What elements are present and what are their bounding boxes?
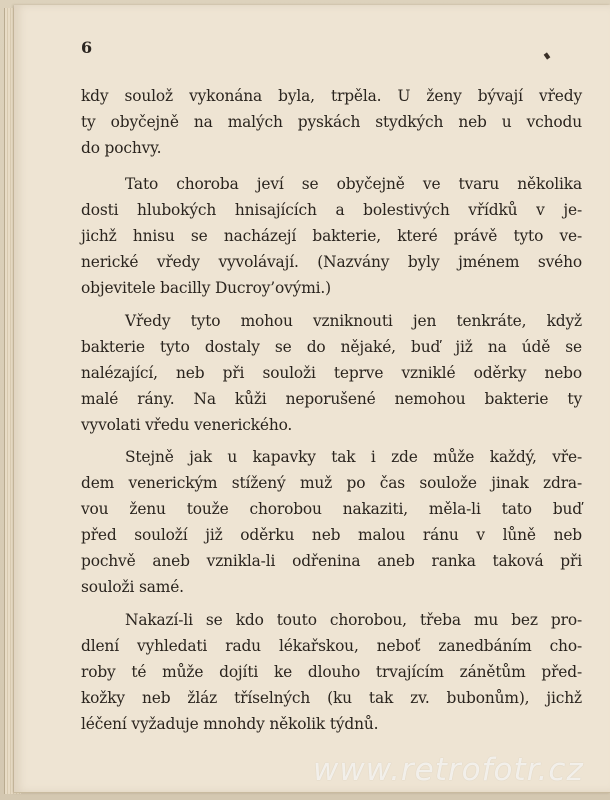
text-line: bakterie tyto dostaly se do nějaké, buď již na údě se (81, 338, 582, 356)
text-line: vyvolati vředu venerického. (81, 416, 293, 434)
text-line: nerické vředy vyvolávají. (Nazvány byly jménem svého (81, 253, 582, 271)
text-line: vou ženu touže chorobou nakaziti, měla-li tato buď (81, 500, 582, 518)
paragraph-4 (81, 444, 582, 600)
watermark-text: www.retrofotr.cz (313, 752, 584, 788)
text-line: malé rány. Na kůži neporušené nemohou bakterie ty (81, 390, 582, 408)
text-line: roby té může dojíti ke dlouho trvajícím zánětům před- (81, 663, 582, 681)
paragraph-3 (81, 308, 582, 438)
page-number: 6 (81, 38, 93, 57)
text-line: Tato choroba jeví se obyčejně ve tvaru několika (125, 175, 582, 193)
text-line: dosti hlubokých hnisajících a bolestivých vřídků v je- (81, 201, 582, 219)
text-line: jichž hnisu se nacházejí bakterie, které právě tyto ve- (81, 227, 582, 245)
text-line: do pochvy. (81, 139, 162, 157)
text-line: Stejně jak u kapavky tak i zde může každý, vře- (125, 448, 582, 466)
text-line: ty obyčejně na malých pyskách stydkých neb u vchodu (81, 113, 582, 131)
paragraph-1 (81, 83, 582, 161)
text-line: dem venerickým stížený muž po čas soulože jinak zdra- (81, 474, 582, 492)
text-line: objevitele bacilly Ducroy’ovými.) (81, 279, 332, 297)
text-line: pochvě aneb vznikla-li odřenina aneb ranka taková při (81, 552, 582, 570)
text-line: nalézající, neb při souloži teprve vzniklé oděrky nebo (81, 364, 582, 382)
ink-speck (544, 52, 551, 59)
text-line: Nakazí-li se kdo touto chorobou, třeba mu bez pro- (125, 611, 582, 629)
text-line: dlení vyhledati radu lékařskou, neboť zanedbáním cho- (81, 637, 582, 655)
text-line: kožky neb žláz tříselných (ku tak zv. bubonům), jichž (81, 689, 582, 707)
text-line: léčení vyžaduje mnohdy několik týdnů. (81, 715, 379, 733)
paragraph-2 (81, 171, 582, 301)
text-line: před souloží již oděrku neb malou ránu v lůně neb (81, 526, 582, 544)
text-line: souloži samé. (81, 578, 184, 596)
book-page (14, 5, 610, 793)
text-line: kdy soulož vykonána byla, trpěla. U ženy bývají vředy (81, 87, 582, 105)
paragraph-5 (81, 607, 582, 737)
text-line: Vředy tyto mohou vzniknouti jen tenkráte, když (125, 312, 582, 330)
